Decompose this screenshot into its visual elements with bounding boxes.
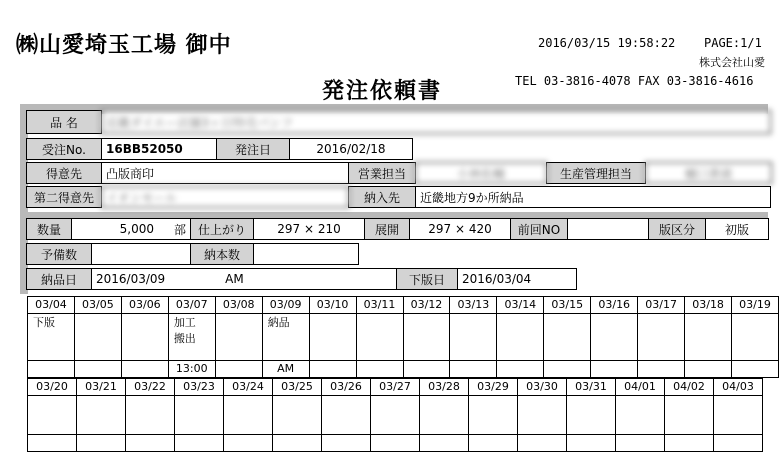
calendar-task-cell: 下版 bbox=[28, 314, 75, 361]
suryo-number: 5,000 bbox=[119, 222, 154, 236]
value-nonyusaki: 近畿地方9か所納品 bbox=[415, 186, 771, 208]
calendar-task-cell bbox=[77, 396, 126, 435]
row-dai2 bbox=[26, 186, 770, 208]
tel-fax: TEL 03-3816-4078 FAX 03-3816-4616 bbox=[515, 74, 754, 88]
value-tokuisaki: 凸版商印 bbox=[101, 162, 349, 184]
calendar-date-cell: 03/08 bbox=[215, 297, 262, 314]
calendar-date-cell: 03/27 bbox=[371, 379, 420, 396]
value-shiagari: 297 × 210 bbox=[253, 218, 365, 240]
calendar-date-cell: 03/15 bbox=[544, 297, 591, 314]
label-shiagari: 仕上がり bbox=[190, 218, 254, 240]
calendar-date-cell: 04/01 bbox=[616, 379, 665, 396]
calendar-date-cell: 03/20 bbox=[28, 379, 77, 396]
calendar-task-cell bbox=[215, 314, 262, 361]
calendar-task-cell: 加工 搬出 bbox=[168, 314, 215, 361]
calendar-task-cell bbox=[175, 396, 224, 435]
calendar-date-cell: 03/17 bbox=[638, 297, 685, 314]
calendar-date-cell: 03/25 bbox=[273, 379, 322, 396]
calendar-date-cell: 03/07 bbox=[168, 297, 215, 314]
calendar-task-cell bbox=[224, 396, 273, 435]
calendar-time-cell bbox=[74, 361, 121, 378]
schedule-calendar-week2 bbox=[27, 378, 763, 452]
calendar-task-cell bbox=[665, 396, 714, 435]
calendar-task-cell bbox=[273, 396, 322, 435]
calendar-date-cell: 03/30 bbox=[518, 379, 567, 396]
calendar-time-cell bbox=[685, 361, 732, 378]
calendar-time-cell bbox=[403, 361, 450, 378]
calendar-time-cell bbox=[224, 435, 273, 452]
calendar-date-cell: 03/09 bbox=[262, 297, 309, 314]
value-hacchubi: 2016/02/18 bbox=[289, 138, 413, 160]
schedule-calendar-week1 bbox=[27, 296, 779, 378]
calendar-task-cell bbox=[403, 314, 450, 361]
recipient: ㈱山愛埼玉工場 御中 bbox=[16, 33, 232, 58]
row-tokuisaki bbox=[26, 162, 771, 184]
value-yobisu bbox=[91, 243, 191, 265]
value-tenkai: 297 × 420 bbox=[409, 218, 511, 240]
label-tenkai: 展開 bbox=[364, 218, 410, 240]
value-nonyusu bbox=[253, 243, 359, 265]
calendar-date-cell: 03/22 bbox=[126, 379, 175, 396]
calendar-task-cell bbox=[420, 396, 469, 435]
calendar-time-cell bbox=[28, 361, 75, 378]
calendar-date-cell: 03/12 bbox=[403, 297, 450, 314]
label-dai2: 第二得意先 bbox=[26, 186, 102, 208]
calendar-time-cell bbox=[544, 361, 591, 378]
row-hinmei bbox=[26, 110, 770, 134]
calendar-date-cell: 03/18 bbox=[685, 297, 732, 314]
calendar-date-cell: 03/13 bbox=[450, 297, 497, 314]
calendar-task-cell bbox=[685, 314, 732, 361]
calendar-date-cell: 03/14 bbox=[497, 297, 544, 314]
calendar-date-cell: 03/19 bbox=[732, 297, 779, 314]
calendar-time-cell bbox=[126, 435, 175, 452]
value-zenkai bbox=[567, 218, 649, 240]
company-name: 株式会社山愛 bbox=[699, 56, 765, 69]
calendar-task-cell bbox=[74, 314, 121, 361]
calendar-time-cell bbox=[567, 435, 616, 452]
calendar-date-cell: 03/31 bbox=[567, 379, 616, 396]
calendar-date-cell: 03/05 bbox=[74, 297, 121, 314]
calendar-date-cell: 03/10 bbox=[309, 297, 356, 314]
calendar-time-cell bbox=[497, 361, 544, 378]
value-seisan: 樋口貴就 bbox=[645, 162, 772, 184]
calendar-time-cell bbox=[356, 361, 403, 378]
calendar-task-cell bbox=[497, 314, 544, 361]
calendar-task-cell: 納品 bbox=[262, 314, 309, 361]
label-nohinbi: 納品日 bbox=[26, 268, 92, 290]
calendar-task-cell bbox=[371, 396, 420, 435]
calendar-task-cell bbox=[450, 314, 497, 361]
label-suryo: 数量 bbox=[26, 218, 72, 240]
calendar-task-cell bbox=[544, 314, 591, 361]
calendar-date-cell: 03/11 bbox=[356, 297, 403, 314]
calendar-task-cell bbox=[126, 396, 175, 435]
calendar-time-cell bbox=[215, 361, 262, 378]
calendar-time-cell bbox=[732, 361, 779, 378]
calendar-time-cell bbox=[665, 435, 714, 452]
calendar-time-cell: 13:00 bbox=[168, 361, 215, 378]
calendar-time-cell bbox=[450, 361, 497, 378]
row-suryo bbox=[26, 218, 768, 240]
calendar-task-cell bbox=[732, 314, 779, 361]
label-nonyusu: 納本数 bbox=[190, 243, 254, 265]
label-hinmei: 品 名 bbox=[26, 110, 102, 134]
nohinbi-ampm: AM bbox=[225, 272, 244, 286]
nohinbi-date: 2016/03/09 bbox=[96, 272, 166, 286]
calendar-task-cell bbox=[322, 396, 371, 435]
calendar-task-cell bbox=[616, 396, 665, 435]
calendar-time-cell bbox=[175, 435, 224, 452]
calendar-time-cell: AM bbox=[262, 361, 309, 378]
label-hankubun: 版区分 bbox=[648, 218, 706, 240]
calendar-date-cell: 03/04 bbox=[28, 297, 75, 314]
label-juchu: 受注No. bbox=[26, 138, 102, 160]
calendar-time-cell bbox=[420, 435, 469, 452]
label-tokuisaki: 得意先 bbox=[26, 162, 102, 184]
value-hankubun: 初版 bbox=[705, 218, 769, 240]
calendar-task-cell bbox=[714, 396, 763, 435]
calendar-task-cell bbox=[121, 314, 168, 361]
calendar-date-cell: 04/03 bbox=[714, 379, 763, 396]
label-seisan: 生産管理担当 bbox=[546, 162, 646, 184]
document-title: 発注依頼書 bbox=[322, 79, 443, 104]
print-datetime: 2016/03/15 19:58:22 bbox=[538, 36, 676, 50]
label-hacchubi: 発注日 bbox=[216, 138, 290, 160]
value-juchu: 16BB52050 bbox=[101, 138, 217, 160]
calendar-time-cell bbox=[518, 435, 567, 452]
calendar-task-cell bbox=[518, 396, 567, 435]
calendar-date-cell: 03/26 bbox=[322, 379, 371, 396]
label-eigyo: 営業担当 bbox=[348, 162, 416, 184]
calendar-date-cell: 03/23 bbox=[175, 379, 224, 396]
calendar-date-cell: 03/21 bbox=[77, 379, 126, 396]
value-kahanbi: 2016/03/04 bbox=[457, 268, 577, 290]
calendar-time-cell bbox=[322, 435, 371, 452]
page-number: PAGE:1/1 bbox=[704, 36, 762, 50]
value-nohinbi bbox=[91, 268, 397, 290]
calendar-time-cell bbox=[309, 361, 356, 378]
calendar-time-cell bbox=[591, 361, 638, 378]
label-zenkai: 前回NO bbox=[510, 218, 568, 240]
calendar-time-cell bbox=[371, 435, 420, 452]
calendar-time-cell bbox=[273, 435, 322, 452]
label-kahanbi: 下版日 bbox=[396, 268, 458, 290]
calendar-date-cell: 04/02 bbox=[665, 379, 714, 396]
calendar-date-cell: 03/24 bbox=[224, 379, 273, 396]
calendar-task-cell bbox=[28, 396, 77, 435]
suryo-unit: 部 bbox=[173, 222, 186, 237]
label-yobisu: 予備数 bbox=[26, 243, 92, 265]
calendar-task-cell bbox=[469, 396, 518, 435]
row-yobisu bbox=[26, 243, 358, 265]
calendar-date-cell: 03/06 bbox=[121, 297, 168, 314]
row-juchu bbox=[26, 138, 412, 160]
calendar-date-cell: 03/29 bbox=[469, 379, 518, 396]
label-nonyusaki: 納入先 bbox=[348, 186, 416, 208]
calendar-task-cell bbox=[638, 314, 685, 361]
calendar-date-cell: 03/16 bbox=[591, 297, 638, 314]
value-eigyo: 小林佑輔 bbox=[415, 162, 547, 184]
calendar-task-cell bbox=[567, 396, 616, 435]
calendar-time-cell bbox=[638, 361, 685, 378]
calendar-date-cell: 03/28 bbox=[420, 379, 469, 396]
row-nohinbi bbox=[26, 268, 576, 290]
calendar-time-cell bbox=[714, 435, 763, 452]
calendar-time-cell bbox=[469, 435, 518, 452]
calendar-task-cell bbox=[591, 314, 638, 361]
calendar-time-cell bbox=[616, 435, 665, 452]
calendar-time-cell bbox=[77, 435, 126, 452]
calendar-task-cell bbox=[309, 314, 356, 361]
calendar-task-cell bbox=[356, 314, 403, 361]
calendar-time-cell bbox=[28, 435, 77, 452]
value-hinmei: 近畿ダイエー店舗3ヶ日特売パンフ bbox=[101, 110, 771, 134]
value-suryo bbox=[71, 218, 191, 240]
value-dai2: イオンモール bbox=[101, 186, 349, 208]
calendar-time-cell bbox=[121, 361, 168, 378]
